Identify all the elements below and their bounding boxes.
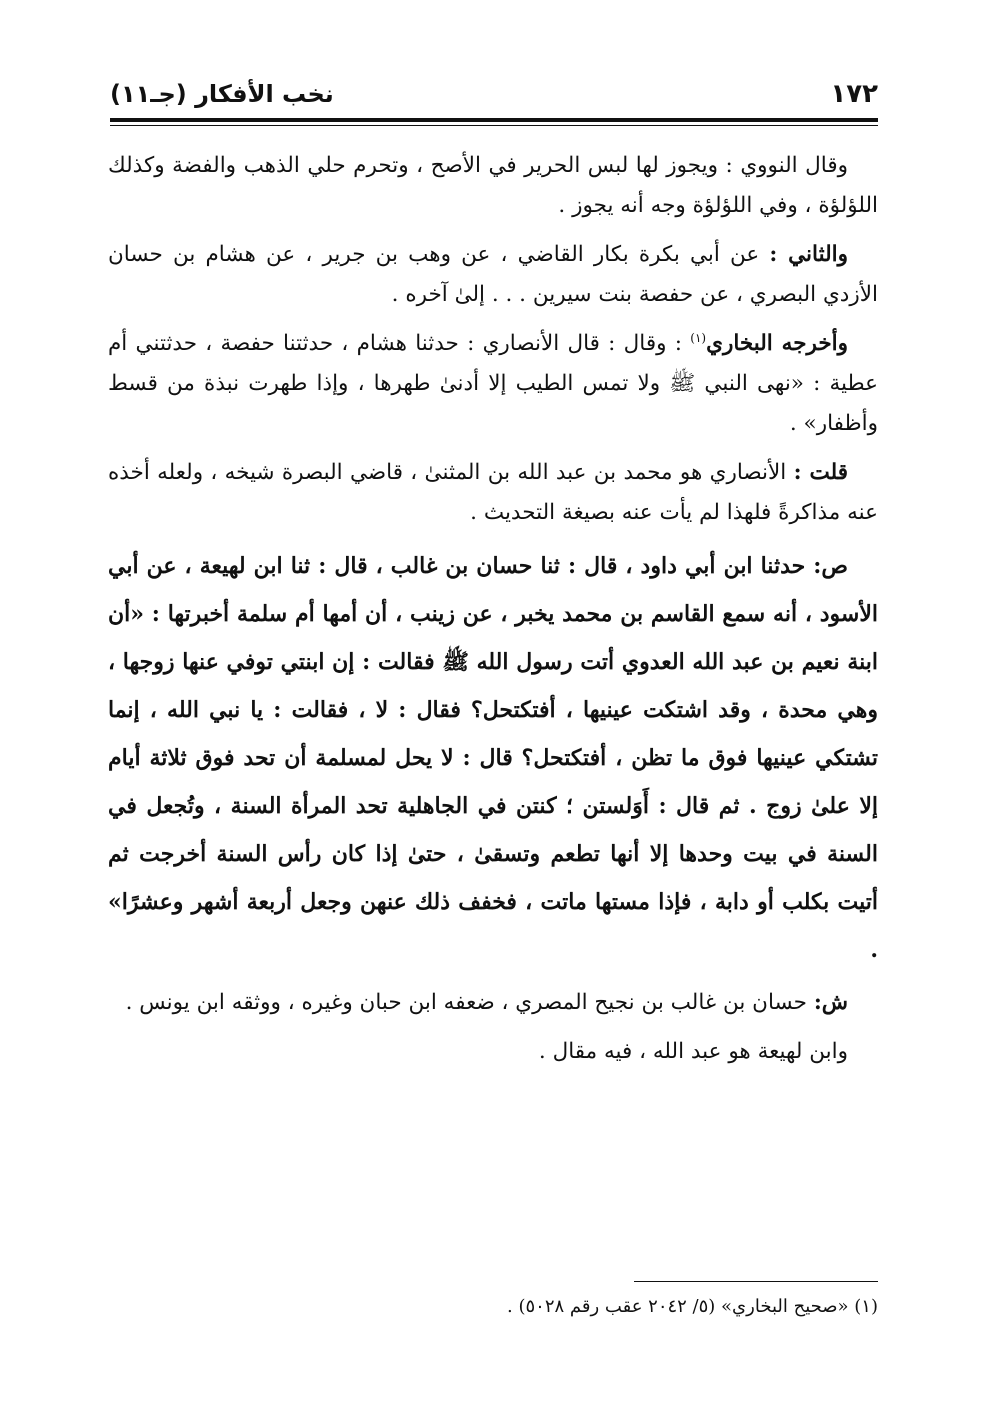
main-text [108, 146, 878, 1081]
paragraph-second-chain [108, 235, 878, 315]
paragraph-text: ص: حدثنا ابن أبي داود ، قال : ثنا حسان بن غالب ، قال : ثنا ابن لهيعة ، عن أبي الأسود ، أنه سمع القاسم بن محمد يخبر ، عن زينب ، أن أمها أم سلمة أخبرتها : «أن ابنة نعيم بن عبد الله العدوي أتت رسول الله ﷺ فقالت : إن ابنتي توفي عنها زوجها ، وهي محدة ، وقد اشتكت عينيها ، أفتكتحل؟ فقال : لا ، فقالت : يا نبي الله ، إنما تشتكي عينيها فوق ما تظن ، أفتكتحل؟ قال : لا يحل لمسلمة أن تحد فوق ثلاثة أيام إلا علىٰ زوج . ثم قال : أَوَلستن ؛ كنتن في الجاهلية تحد المرأة السنة ، وتُجعل في السنة في بيت وحدها إلا أنها تطعم وتسقىٰ ، حتىٰ إذا كان رأس السنة أخرجت ثم أتيت بكلب أو دابة ، فإذا مستها ماتت ، فخفف ذلك عنهن وجعل أربعة أشهر وعشرًا» . [108, 553, 878, 963]
paragraph-commentary [108, 983, 878, 1023]
paragraph-bukhari [108, 324, 878, 444]
paragraph-lead: قلت : [793, 460, 848, 485]
page-number: ١٧٢ [830, 79, 878, 109]
paragraph-qultu [108, 453, 878, 533]
paragraph-text: وقال النووي : ويجوز لها لبس الحرير في الأصح ، وتحرم حلي الذهب والفضة وكذلك اللؤلؤة ، وفي اللؤلؤة وجه أنه يجوز . [108, 153, 878, 218]
footnote-reference: (١) [690, 330, 707, 345]
page-header [110, 74, 878, 114]
footnote: (١) «صحيح البخاري» (٥/ ٢٠٤٢ عقب رقم ٥٠٢٨) . [507, 1296, 878, 1317]
paragraph-text: عن أبي بكرة بكار القاضي ، عن وهب بن جرير ، عن هشام بن حسان الأزدي البصري ، عن حفصة بنت سيرين . . . إلىٰ آخره . [108, 242, 878, 307]
footnote-separator [634, 1281, 878, 1282]
paragraph-text: الأنصاري هو محمد بن عبد الله بن المثنىٰ ، قاضي البصرة شيخه ، ولعله أخذه عنه مذاكرةً فلهذا لم يأت عنه بصيغة التحديث . [108, 460, 878, 525]
paragraph-ibn-lahia [108, 1032, 878, 1072]
header-rule-thin [110, 125, 878, 126]
paragraph-lead: ش: [813, 990, 848, 1015]
paragraph-text: وابن لهيعة هو عبد الله ، فيه مقال . [538, 1039, 848, 1064]
paragraph-hadith-text [108, 542, 878, 974]
paragraph-nawawi [108, 146, 878, 226]
header-rule-thick [110, 118, 878, 122]
running-title: نخب الأفكار (جـ١١) [110, 80, 334, 108]
paragraph-lead: والثاني : [769, 242, 848, 267]
paragraph-text: حسان بن غالب بن نجيح المصري ، ضعفه ابن حبان وغيره ، ووثقه ابن يونس . [125, 990, 814, 1015]
paragraph-text: : وقال : قال الأنصاري : حدثنا هشام ، حدثتنا حفصة ، حدثتني أم عطية : «نهى النبي ﷺ ولا تمس الطيب إلا أدنىٰ طهرها ، وإذا طهرت نبذة من قسط وأظفار» . [108, 331, 878, 436]
paragraph-lead: وأخرجه البخاري [706, 331, 848, 356]
